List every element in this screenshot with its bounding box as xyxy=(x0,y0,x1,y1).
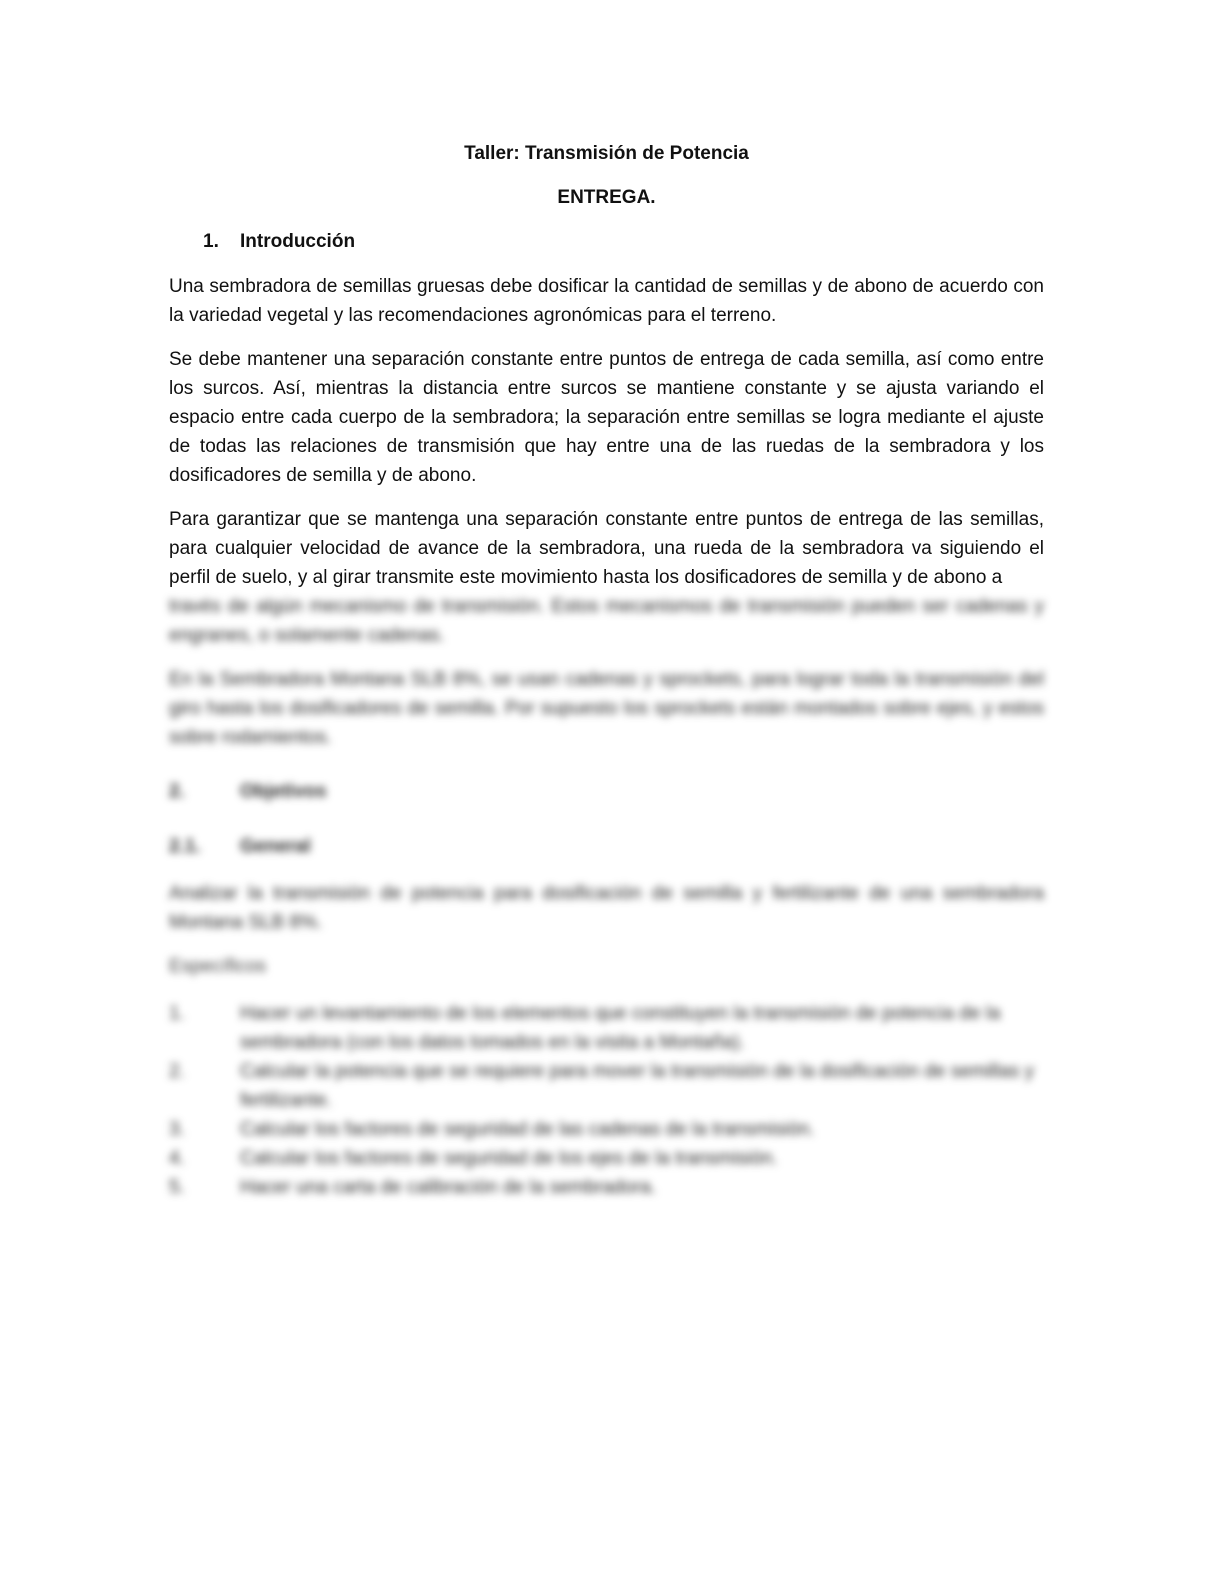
paragraph-1: Una sembradora de semillas gruesas debe dosificar la cantidad de semillas y de abono de acuerdo con la variedad vegetal y las recomendaciones agronómicas para el terreno. xyxy=(169,276,1044,326)
list-item-number: 1. xyxy=(169,1003,185,1024)
list-item xyxy=(169,1115,1044,1144)
subsection-title: General xyxy=(240,836,311,857)
list-item xyxy=(169,1144,1044,1173)
subsection-heading-general xyxy=(169,835,1044,859)
subsection-number: 2.1. xyxy=(169,836,201,857)
paragraph-3-continuation: través de algún mecanismo de transmisión. Estos mecanismos de transmisión pueden ser cadenas y engranes, o solamente cadenas. xyxy=(169,596,1044,646)
section-title: Introducción xyxy=(240,231,356,252)
list-item xyxy=(169,999,1044,1057)
list-item-text: Calcular los factores de seguridad de los ejes de la transmisión. xyxy=(240,1148,778,1169)
blurred-region xyxy=(169,592,1044,1202)
list-item-text: Calcular la potencia que se requiere para mover la transmisión de la dosificación de semillas y fertilizante. xyxy=(240,1061,1035,1111)
section-heading-introduction xyxy=(203,230,1044,254)
paragraph-2: Se debe mantener una separación constante entre puntos de entrega de cada semilla, así como entre los surcos. Así, mientras la distancia entre surcos se mantiene constante y se ajusta variando el espacio entre cada cuerpo de la sembradora; la separación entre semillas se logra mediante el ajuste de todas las relaciones de transmisión que hay entre una de las ruedas de la sembradora y los dosificadores de semilla y de abono. xyxy=(169,349,1044,486)
list-item xyxy=(169,1173,1044,1202)
list-item xyxy=(169,1057,1044,1115)
list-item-number: 3. xyxy=(169,1119,185,1140)
list-item-text: Hacer un levantamiento de los elementos que constituyen la transmisión de potencia de la sembradora (con los datos tomados en la visita a Montaña). xyxy=(240,1003,1001,1053)
document-subtitle: ENTREGA. xyxy=(557,187,656,208)
document-body xyxy=(169,142,1044,1202)
list-item-number: 2. xyxy=(169,1061,185,1082)
section-title: Objetivos xyxy=(240,781,327,802)
section-heading-objectives xyxy=(169,780,1044,804)
list-item-text: Hacer una carta de calibración de la sembradora. xyxy=(240,1177,657,1198)
section-number: 1. xyxy=(203,231,219,252)
general-objective: Analizar la transmisión de potencia para dosificación de semilla y fertilizante de una sembradora Montana SLB 8%. xyxy=(169,883,1044,933)
list-item-number: 5. xyxy=(169,1177,185,1198)
list-item-text: Calcular los factores de seguridad de las cadenas de la transmisión. xyxy=(240,1119,815,1140)
section-number: 2. xyxy=(169,781,185,802)
paragraph-4: En la Sembradora Montana SLB 8%, se usan cadenas y sprockets, para lograr toda la transmisión del giro hasta los dosificadores de semilla. Por supuesto los sprockets están montados sobre ejes, y estos sobre rodamientos. xyxy=(169,669,1044,748)
list-item-number: 4. xyxy=(169,1148,185,1169)
specific-objectives-label: Específicos xyxy=(169,956,267,977)
paragraph-3: Para garantizar que se mantenga una separación constante entre puntos de entrega de las semillas, para cualquier velocidad de avance de la sembradora, una rueda de la sembradora va siguiendo el perfil de suelo, y al girar transmite este movimiento hasta los dosificadores de semilla y de abono a xyxy=(169,509,1044,588)
document-title: Taller: Transmisión de Potencia xyxy=(464,143,749,164)
specific-objectives-list xyxy=(169,999,1044,1202)
